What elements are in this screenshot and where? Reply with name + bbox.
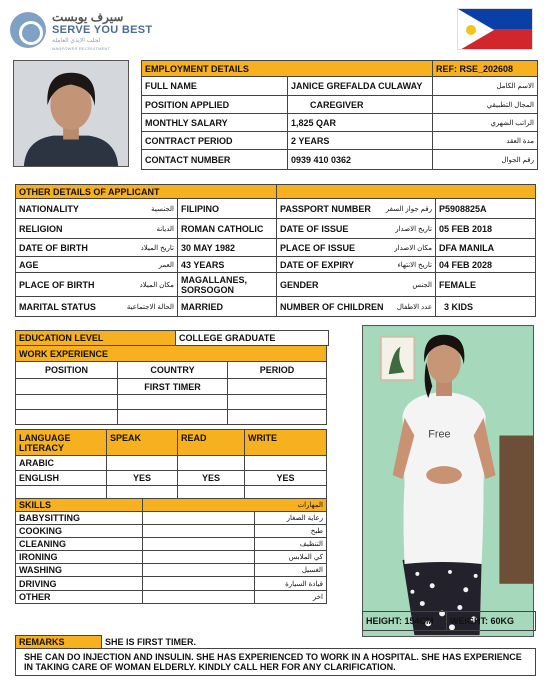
work-row-country	[118, 410, 228, 425]
position-applied-value: CAREGIVER	[288, 96, 433, 114]
monthly-salary-value: 1,825 QAR	[288, 114, 433, 132]
work-position-header: POSITION	[16, 362, 118, 379]
contact-number-label: CONTACT NUMBER	[142, 150, 288, 170]
write-header: WRITE	[245, 430, 327, 456]
work-row-country	[118, 395, 228, 410]
contract-period-label-arabic: مدة العقد	[433, 132, 538, 150]
skill-driving-arabic: قيادة السيارة	[255, 577, 327, 591]
position-applied-label: POSITION APPLIED	[142, 96, 288, 114]
age-label-arabic: العمر	[158, 261, 174, 269]
contract-period-label: CONTRACT PERIOD	[142, 132, 288, 150]
arabic-write-value	[245, 456, 327, 471]
skill-cooking-arabic: طبخ	[255, 525, 327, 538]
work-experience-table	[15, 345, 327, 425]
monthly-salary-label: MONTHLY SALARY	[142, 114, 288, 132]
svg-text:Free: Free	[428, 428, 451, 441]
weight-value: WEIGHT: 60KG	[447, 612, 536, 631]
skill-washing: WASHING	[16, 564, 143, 577]
skill-other: OTHER	[16, 591, 143, 604]
full-name-label: FULL NAME	[142, 77, 288, 96]
marital-status-value: MARRIED	[178, 297, 277, 317]
logo-emblem-icon	[10, 12, 46, 48]
date-of-birth-label: DATE OF BIRTH	[19, 242, 88, 253]
skill-babysitting-arabic: رعاية الصغار	[255, 512, 327, 525]
work-period-header: PERIOD	[228, 362, 327, 379]
number-of-children-value: 3 KIDS	[436, 297, 536, 317]
skill-driving: DRIVING	[16, 577, 143, 591]
nationality-value: FILIPINO	[178, 199, 277, 219]
work-row-period	[228, 395, 327, 410]
gender-label: GENDER	[280, 279, 319, 290]
skills-header: SKILLS	[16, 499, 143, 512]
date-of-expiry-label-arabic: تاريخ الانتهاء	[397, 261, 432, 269]
age-label: AGE	[19, 259, 39, 270]
marital-status-label-arabic: الحالة الاجتماعية	[126, 303, 174, 311]
employment-details-header: EMPLOYMENT DETAILS	[142, 61, 433, 77]
skills-header-arabic: المهارات	[143, 499, 327, 512]
number-of-children-label-arabic: عدد الاطفال	[396, 303, 432, 311]
nationality-label-arabic: الجنسية	[151, 205, 174, 213]
logo-subtitle-arabic: لجلب الايدي العاملة	[52, 38, 101, 44]
other-details-table	[15, 184, 536, 317]
passport-number-label-arabic: رقم جواز السفر	[385, 205, 432, 213]
other-details-header: OTHER DETAILS OF APPLICANT	[16, 185, 277, 199]
place-of-birth-label: PLACE OF BIRTH	[19, 279, 95, 290]
religion-value: ROMAN CATHOLIC	[178, 219, 277, 239]
english-write-value: YES	[245, 471, 327, 486]
applicant-full-body-photo	[362, 325, 534, 637]
english-speak-value: YES	[107, 471, 178, 486]
language-arabic-label: ARABIC	[16, 456, 107, 471]
skill-babysitting: BABYSITTING	[16, 512, 143, 525]
work-row-period	[228, 410, 327, 425]
work-country-header: COUNTRY	[118, 362, 228, 379]
speak-header: SPEAK	[107, 430, 178, 456]
read-header: READ	[178, 430, 245, 456]
work-row-period	[228, 379, 327, 395]
gender-label-arabic: الجنس	[412, 281, 432, 289]
remarks-label: REMARKS	[16, 636, 102, 649]
contract-period-value: 2 YEARS	[288, 132, 433, 150]
measurements-table	[362, 611, 536, 631]
logo-english-text: SERVE YOU BEST	[52, 24, 153, 36]
age-value: 43 YEARS	[178, 257, 277, 273]
place-of-birth-label-arabic: مكان الميلاد	[139, 281, 174, 289]
religion-label: RELIGION	[19, 223, 63, 234]
place-of-birth-value: MAGALLANES, SORSOGON	[178, 273, 277, 297]
logo-subtitle-english: MANPOWER RECRUITMENT	[52, 46, 111, 51]
work-experience-header: WORK EXPERIENCE	[16, 346, 327, 362]
religion-label-arabic: الديانة	[156, 225, 174, 233]
date-of-birth-value: 30 MAY 1982	[178, 239, 277, 257]
place-of-issue-label: PLACE OF ISSUE	[280, 242, 356, 253]
place-of-issue-value: DFA MANILA	[436, 239, 536, 257]
remarks-first-line: SHE IS FIRST TIMER.	[105, 636, 197, 647]
marital-status-label: MARITAL STATUS	[19, 301, 96, 312]
company-logo	[10, 10, 170, 55]
education-level-table	[15, 330, 329, 346]
passport-number-label: PASSPORT NUMBER	[280, 203, 371, 214]
skill-ironing-arabic: كي الملابس	[255, 551, 327, 564]
date-of-issue-value: 05 FEB 2018	[436, 219, 536, 239]
position-applied-label-arabic: المجال التطبيقي	[433, 96, 538, 114]
skill-ironing: IRONING	[16, 551, 143, 564]
arabic-read-value	[178, 456, 245, 471]
nationality-label: NATIONALITY	[19, 203, 79, 214]
remarks-body: SHE CAN DO INJECTION AND INSULIN. SHE HAS EXPERIENCED TO WORK IN A HOSPITAL. SHE HAS EXPERIENCE IN TAKING CARE OF WOMAN ELDERLY. KINDLY CALL HER FOR ANY CLARIFICATION.	[16, 649, 536, 676]
language-literacy-header: LANGUAGE LITERACY	[16, 430, 107, 456]
skill-other-arabic: اخر	[255, 591, 327, 604]
skill-cooking: COOKING	[16, 525, 143, 538]
full-name-value: JANICE GREFALDA CULAWAY	[288, 77, 433, 96]
arabic-speak-value	[107, 456, 178, 471]
passport-number-value: P5908825A	[436, 199, 536, 219]
skill-cleaning: CLEANING	[16, 538, 143, 551]
logo-arabic-text: سيرف يوبست	[52, 10, 124, 24]
language-english-label: ENGLISH	[16, 471, 107, 486]
english-read-value: YES	[178, 471, 245, 486]
education-level-value: COLLEGE GRADUATE	[176, 331, 329, 346]
date-of-issue-label: DATE OF ISSUE	[280, 223, 349, 234]
contact-number-value: 0939 410 0362	[288, 150, 433, 170]
skills-table	[15, 498, 327, 604]
education-level-label: EDUCATION LEVEL	[16, 331, 176, 346]
date-of-birth-label-arabic: تاريخ الميلاد	[140, 244, 174, 252]
philippines-flag-icon	[457, 8, 533, 50]
applicant-headshot-photo	[13, 60, 129, 167]
work-row-position	[16, 410, 118, 425]
date-of-expiry-value: 04 FEB 2028	[436, 257, 536, 273]
number-of-children-label: NUMBER OF CHILDREN	[280, 301, 384, 312]
language-literacy-table	[15, 429, 327, 499]
gender-value: FEMALE	[436, 273, 536, 297]
work-row-country: FIRST TIMER	[118, 379, 228, 395]
height-value: HEIGHT: 154CM	[363, 612, 447, 631]
remarks-table	[15, 635, 536, 676]
place-of-issue-label-arabic: مكان الاصدار	[394, 244, 432, 252]
reference-number: REF: RSE_202608	[433, 61, 538, 77]
full-name-label-arabic: الاسم الكامل	[433, 77, 538, 96]
date-of-expiry-label: DATE OF EXPIRY	[280, 259, 355, 270]
skill-washing-arabic: الغسيل	[255, 564, 327, 577]
skill-cleaning-arabic: التنظيف	[255, 538, 327, 551]
employment-details-table	[141, 60, 538, 170]
contact-number-label-arabic: رقم الجوال	[433, 150, 538, 170]
work-row-position	[16, 379, 118, 395]
work-row-position	[16, 395, 118, 410]
monthly-salary-label-arabic: الراتب الشهري	[433, 114, 538, 132]
date-of-issue-label-arabic: تاريخ الاصدار	[395, 225, 432, 233]
